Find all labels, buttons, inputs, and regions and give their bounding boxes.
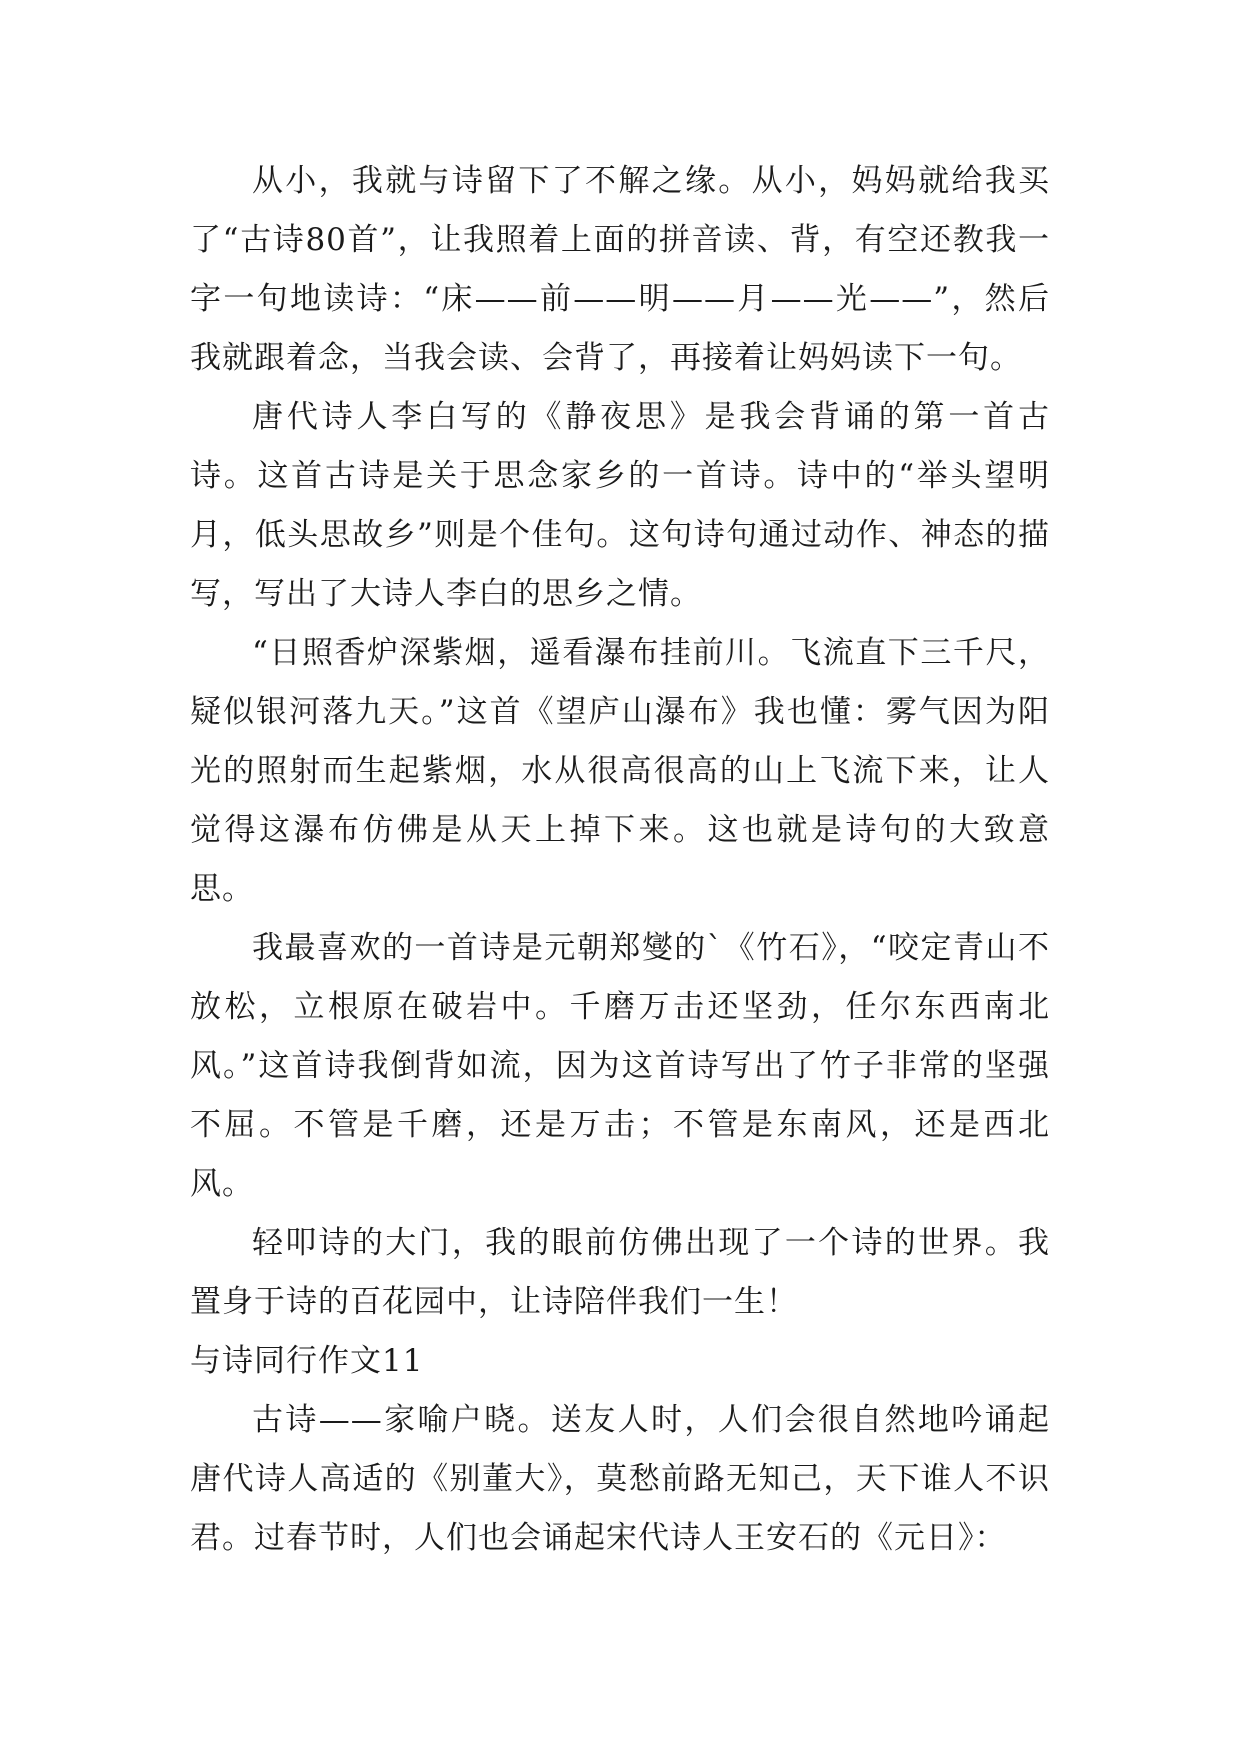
paragraph-4: 我最喜欢的一首诗是元朝郑燮的`《竹石》，“咬定青山不放松，立根原在破岩中。千磨万击还坚劲，任尔东西南北风。”这首诗我倒背如流，因为这首诗写出了竹子非常的坚强不屈。不管是千磨，还是万击；不管是东南风，还是西北风。 (190, 930, 1050, 1202)
essay-heading: 与诗同行作文11 (190, 1343, 424, 1379)
paragraph-2: 唐代诗人李白写的《静夜思》是我会背诵的第一首古诗。这首古诗是关于思念家乡的一首诗。诗中的“举头望明月，低头思故乡”则是个佳句。这句诗句通过动作、神态的描写，写出了大诗人李白的思乡之情。 (190, 399, 1050, 612)
paragraph-1: 从小，我就与诗留下了不解之缘。从小，妈妈就给我买了“古诗80首”，让我照着上面的拼音读、背，有空还教我一字一句地读诗：“床——前——明——月——光——”，然后我就跟着念，当我会读、会背了，再接着让妈妈读下一句。 (190, 163, 1050, 376)
paragraph-3: “日照香炉深紫烟，遥看瀑布挂前川。飞流直下三千尺，疑似银河落九天。”这首《望庐山瀑布》我也懂：雾气因为阳光的照射而生起紫烟，水从很高很高的山上飞流下来，让人觉得这瀑布仿佛是从天上掉下来。这也就是诗句的大致意思。 (190, 635, 1050, 907)
paragraph-5: 轻叩诗的大门，我的眼前仿佛出现了一个诗的世界。我置身于诗的百花园中，让诗陪伴我们一生！ (190, 1225, 1050, 1320)
paragraph-6: 古诗——家喻户晓。送友人时，人们会很自然地吟诵起唐代诗人高适的《别董大》，莫愁前路无知己，天下谁人不识君。过春节时，人们也会诵起宋代诗人王安石的《元日》： (190, 1402, 1050, 1556)
document-body (190, 152, 1050, 1568)
